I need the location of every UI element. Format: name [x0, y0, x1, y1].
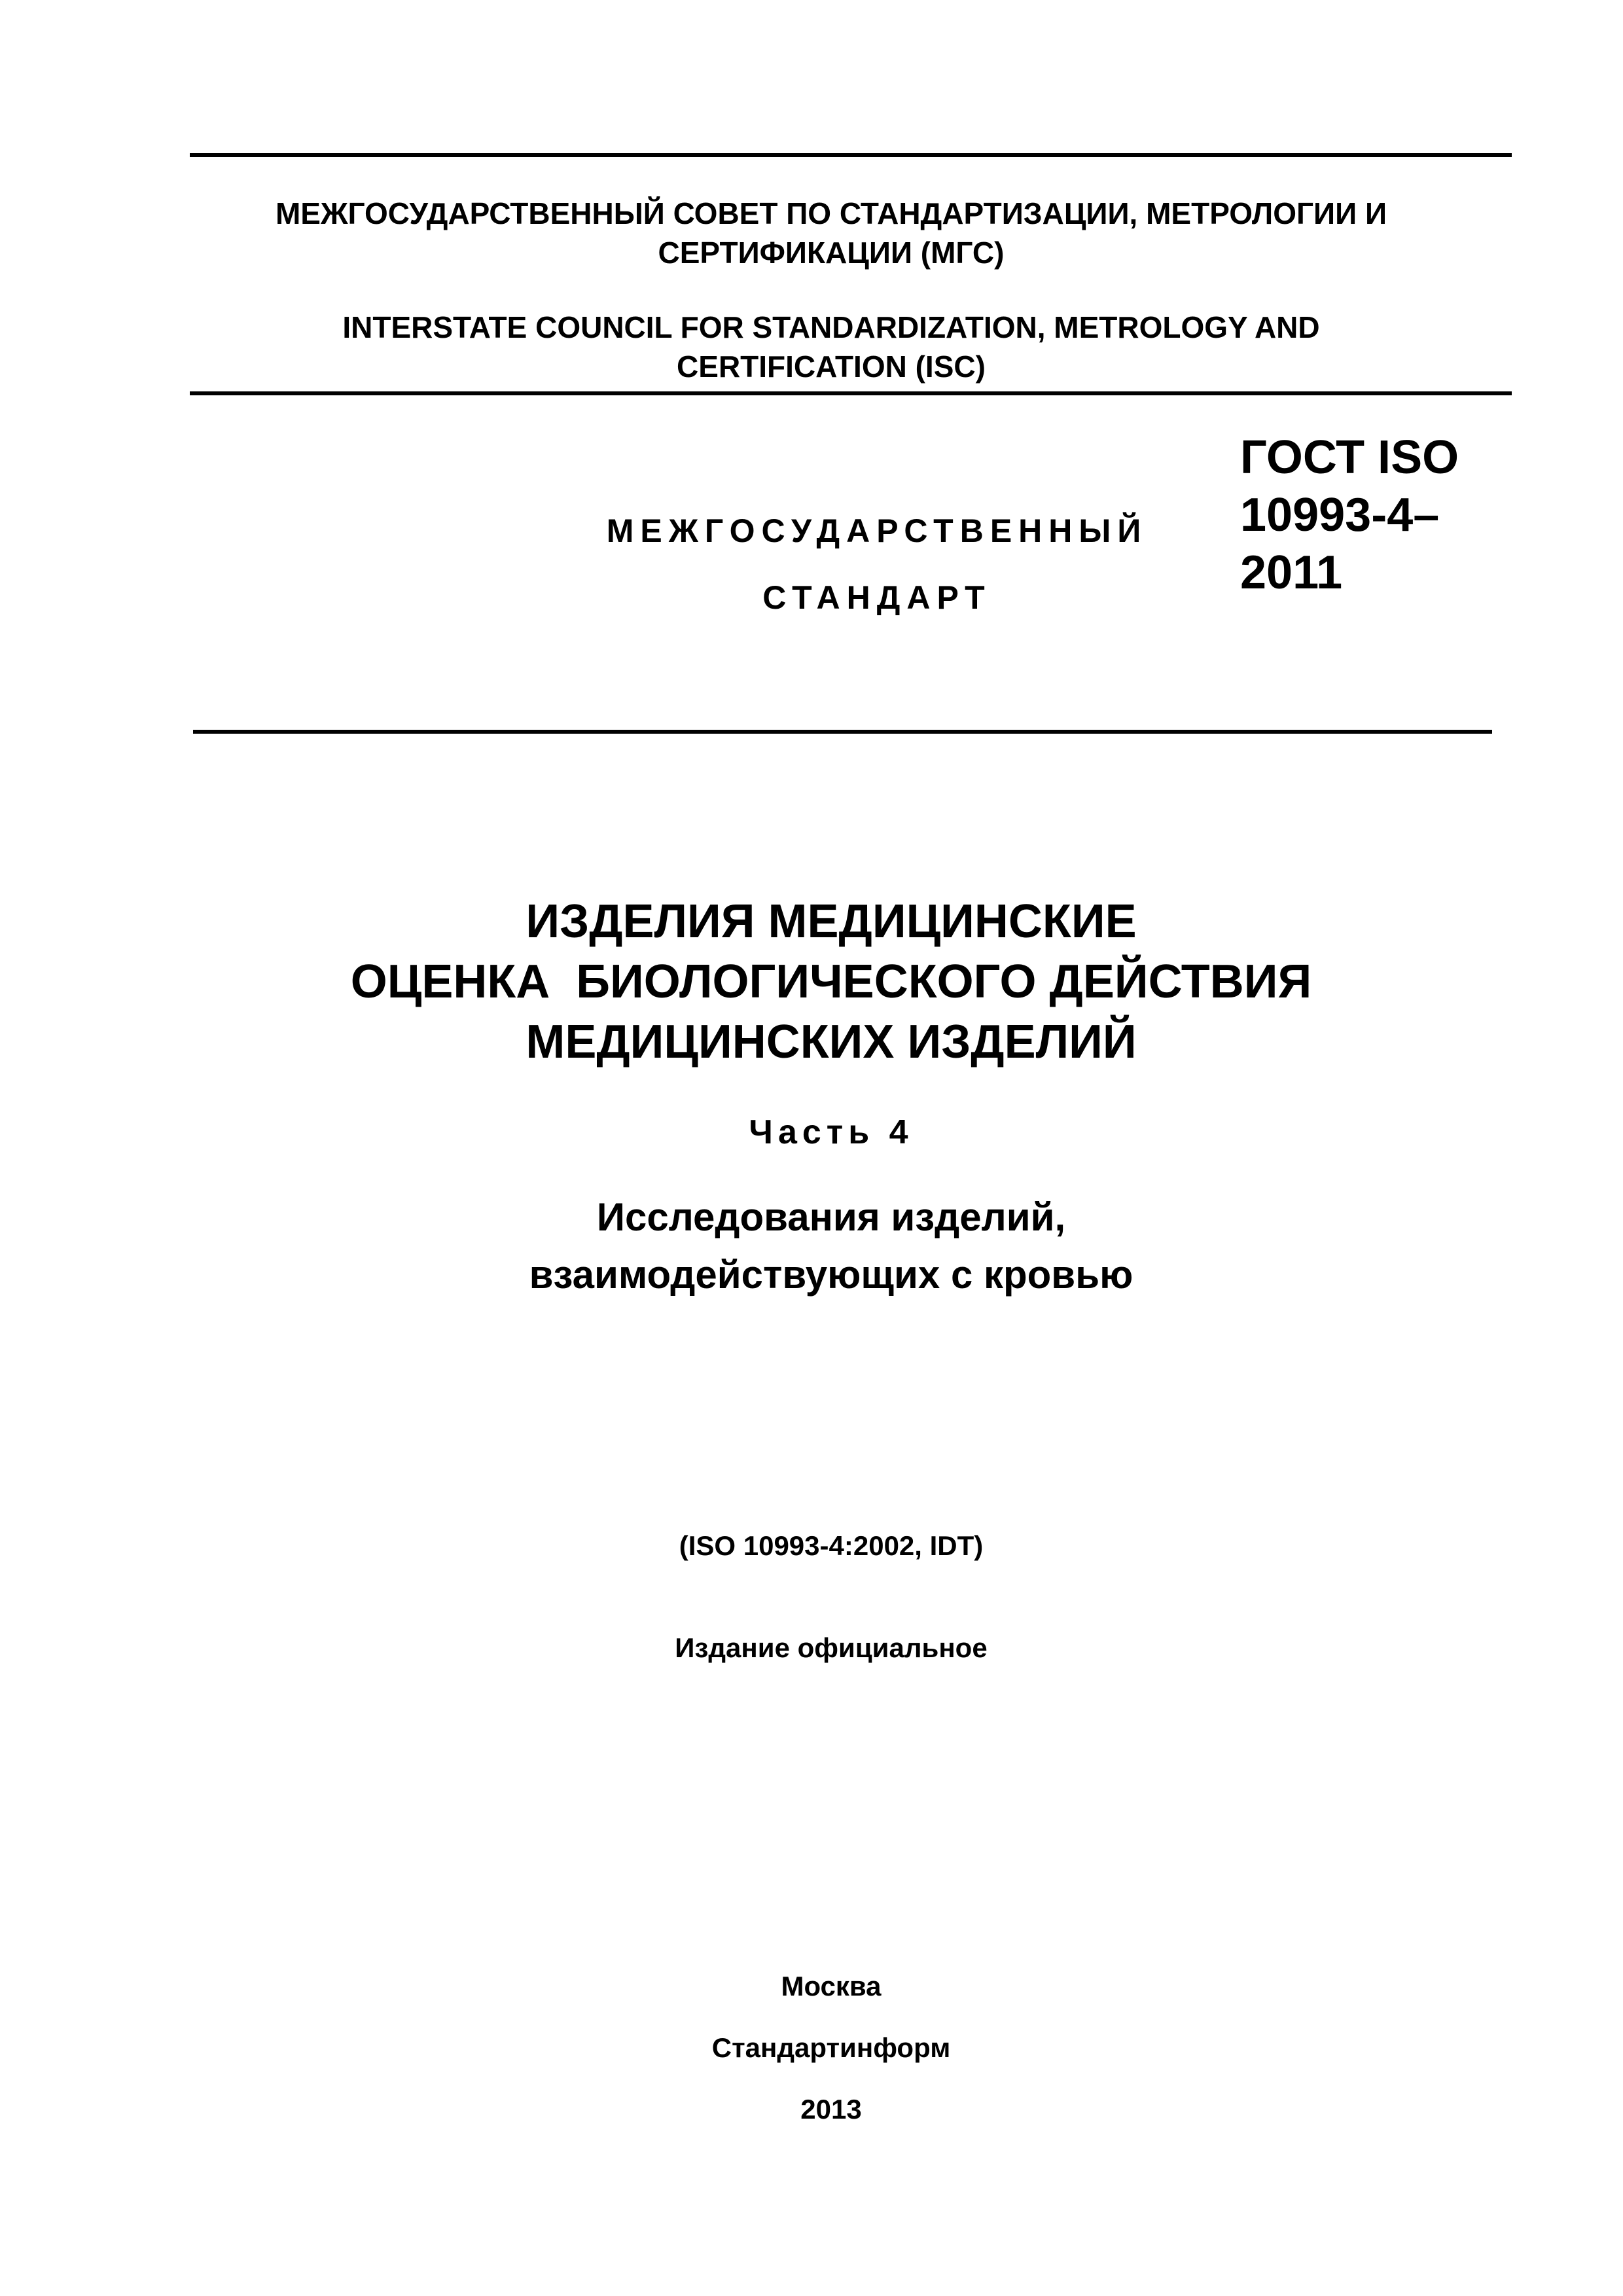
council-en-line-2: CERTIFICATION (ISC) [677, 350, 986, 384]
publisher-city: Москва [781, 1971, 882, 2001]
standard-number-line-2: 10993-4– [1240, 489, 1440, 541]
document-subtitle [190, 1189, 1472, 1304]
edition-note: Издание официальное [675, 1632, 988, 1663]
subtitle-line-1: Исследования изделий, [596, 1195, 1066, 1239]
standard-type-line-2: СТАНДАРТ [762, 579, 991, 616]
standard-number [1240, 429, 1502, 601]
standard-number-line-3: 2011 [1240, 547, 1343, 599]
standard-type-line-1: МЕЖГОСУДАРСТВЕННЫЙ [606, 512, 1148, 549]
publication-year: 2013 [800, 2094, 862, 2125]
council-ru-line-2: СЕРТИФИКАЦИИ (МГС) [658, 236, 1005, 270]
publisher-name: Стандартинформ [711, 2032, 951, 2063]
council-name-en [190, 308, 1472, 386]
council-en-line-1: INTERSTATE COUNCIL FOR STANDARDIZATION, METROLOGY AND [342, 310, 1320, 344]
title-line-1: ИЗДЕЛИЯ МЕДИЦИНСКИЕ [526, 895, 1137, 948]
council-bottom-rule [190, 391, 1512, 395]
standard-number-line-1: ГОСТ ISO [1240, 431, 1459, 484]
publisher-info [190, 1956, 1472, 2140]
top-rule [190, 153, 1512, 157]
part-number: Часть 4 [749, 1113, 914, 1151]
title-line-3: МЕДИЦИНСКИХ ИЗДЕЛИЙ [526, 1016, 1137, 1068]
council-ru-line-1: МЕЖГОСУДАРСТВЕННЫЙ СОВЕТ ПО СТАНДАРТИЗАЦИИ, МЕТРОЛОГИИ И [275, 196, 1387, 230]
council-name-ru [190, 194, 1472, 272]
subtitle-line-2: взаимодействующих с кровью [529, 1253, 1133, 1297]
title-line-2: ОЦЕНКА БИОЛОГИЧЕСКОГО ДЕЙСТВИЯ [350, 956, 1312, 1008]
iso-reference: (ISO 10993-4:2002, IDT) [679, 1530, 984, 1561]
document-title [190, 891, 1472, 1072]
header-bottom-rule [193, 730, 1492, 734]
